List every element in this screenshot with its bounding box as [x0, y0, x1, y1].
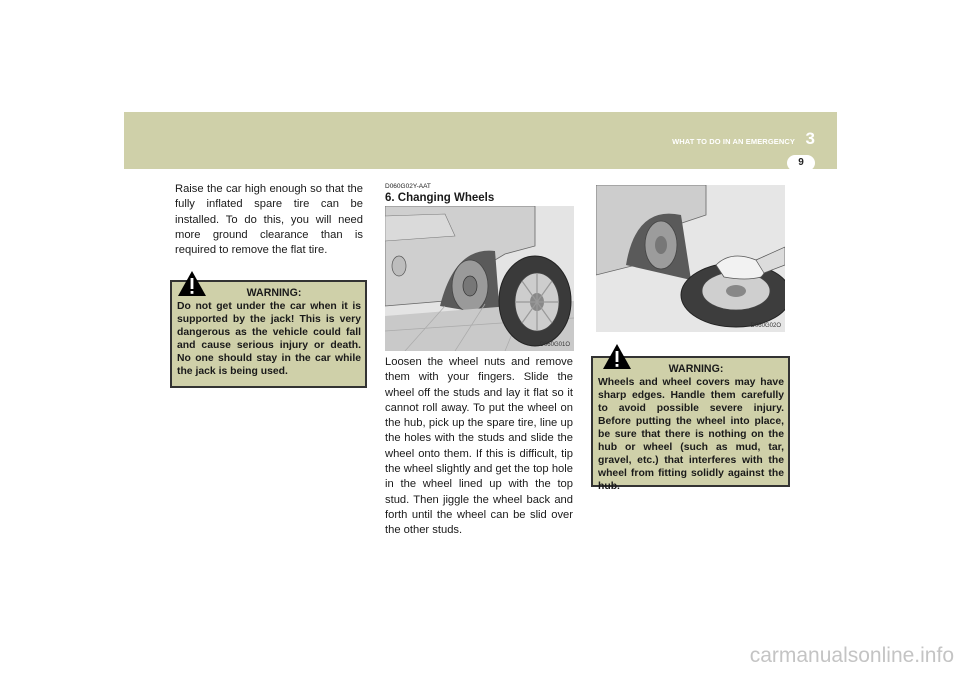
section-title: 6. Changing Wheels	[385, 192, 495, 204]
figure-code: D060G01O	[539, 342, 570, 348]
section-header-title: WHAT TO DO IN AN EMERGENCY	[672, 137, 795, 146]
warning-body: Wheels and wheel covers may have sharp edges. Handle them carefully to avoid possible severe injury. Before putting the wheel into place, be sure that there is nothing on the hub or wheel (such as mud, tar, gravel, etc.) that interferes with the wheel from fitting solidly against the hub.	[598, 377, 784, 492]
illustration-spare-tire	[596, 185, 785, 332]
warning-box-wheel-edges	[591, 356, 790, 492]
left-paragraph: Raise the car high enough so that the fully inflated spare tire can be installed. To do this, you will need more ground clearance than is required to remove the flat tire.	[175, 183, 363, 257]
header-band	[124, 112, 837, 169]
warning-body: Do not get under the car when it is supported by the jack! This is very dangerous as the vehicle could fall and cause serious injury or death. No one should stay in the car while the jack is being used.	[177, 301, 361, 377]
warning-heading: WARNING:	[668, 363, 724, 375]
middle-paragraph: Loosen the wheel nuts and remove them with your fingers. Slide the wheel off the studs and lay it flat so it cannot roll away. To put the wheel on the hub, pick up the spare tire, line up the holes with the studs and slide the wheel onto them. If this is difficult, tip the wheel slightly and get the top hole in the wheel lined up with the top stud. Then jiggle the wheel back and forth until the wheel can be slid over the other studs.	[385, 356, 573, 537]
warning-heading: WARNING:	[246, 287, 302, 299]
watermark: carmanualsonline.info	[749, 644, 954, 667]
page-number: 9	[787, 155, 815, 171]
figure-code: D060G02O	[750, 323, 781, 329]
warning-triangle-icon	[602, 343, 632, 370]
warning-triangle-icon	[177, 270, 207, 297]
section-code: D060G02Y-AAT	[385, 183, 431, 190]
illustration-wheel-removal	[385, 206, 574, 351]
figure-changing-wheel	[385, 206, 574, 351]
figure-spare-tire	[596, 185, 785, 332]
chapter-number: 3	[805, 129, 815, 148]
